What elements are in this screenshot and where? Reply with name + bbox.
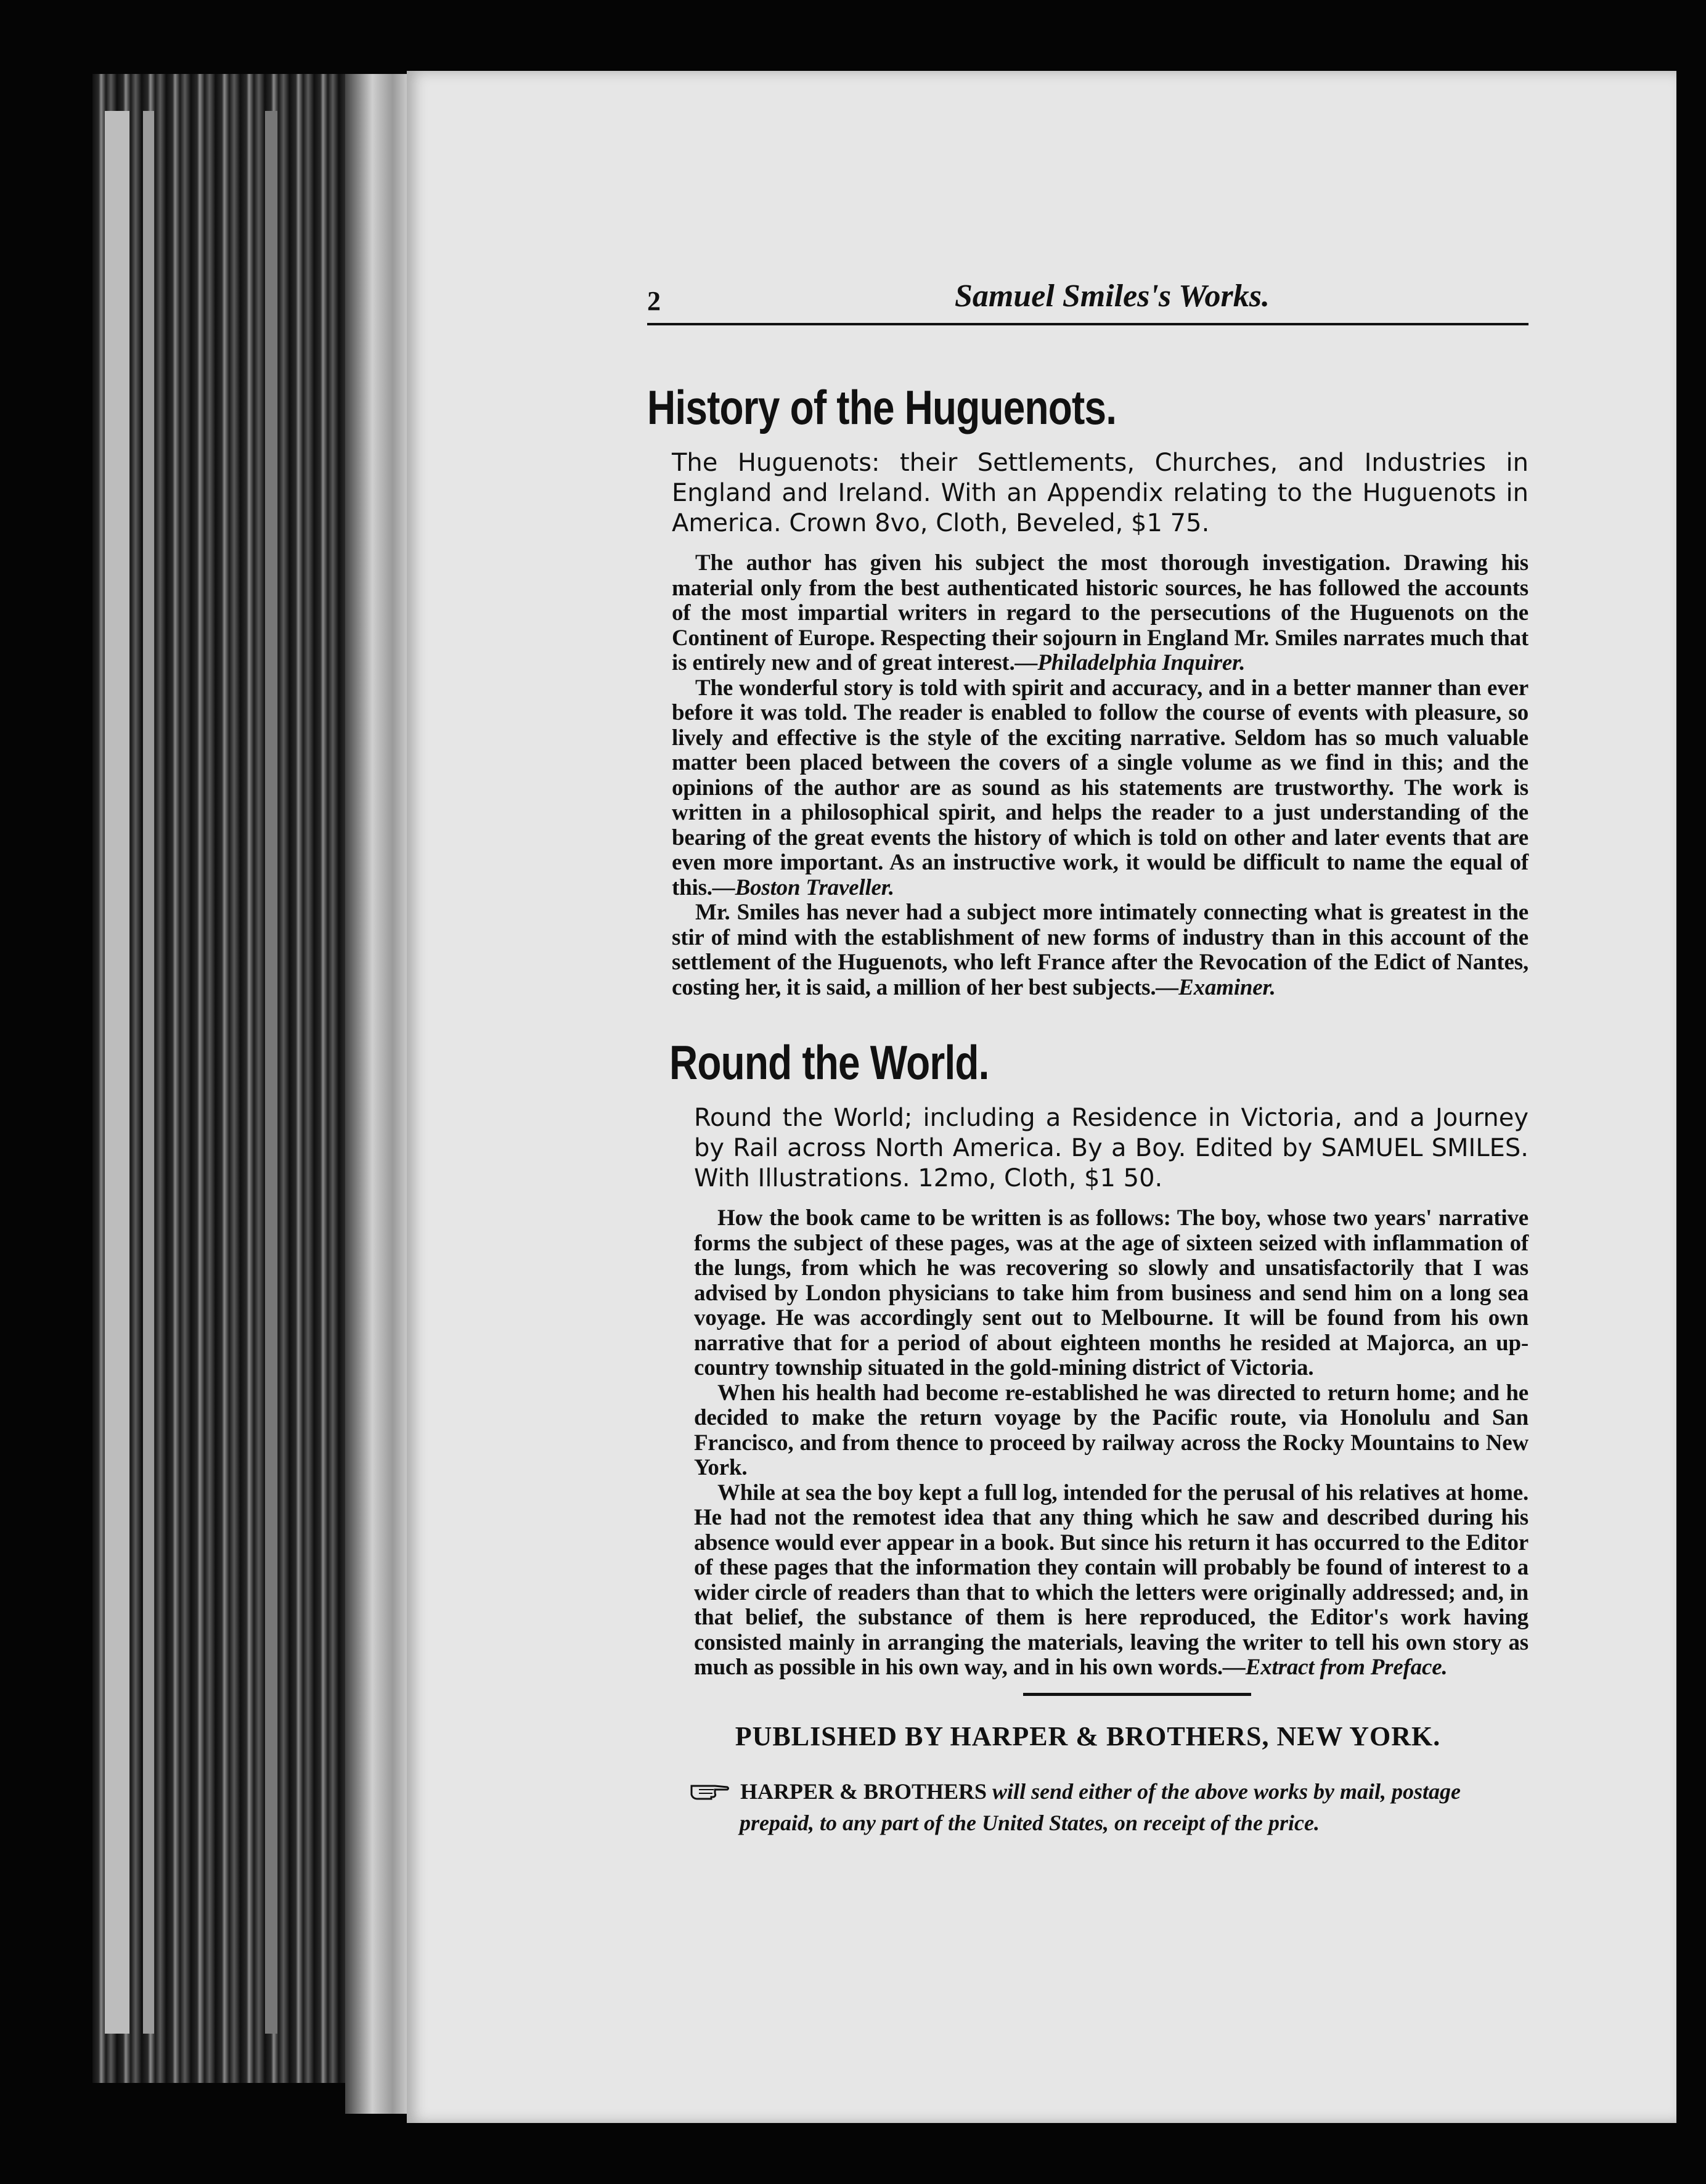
review-paragraph: The author has given his subject the most thorough investigation. Drawing his material only from the best authenticated historic sources, he has followed the accounts of the most impartial writers in regard to the persecutions of the Huguenots on the Continent of Europe. Respecting their sojourn in England Mr. Smiles narrates much that is entirely new and of great interest.—Philadelphia Inquirer.: [672, 550, 1528, 675]
review-block-huguenots: [672, 551, 1528, 1000]
extract-source: —Extract from Preface.: [1222, 1655, 1448, 1680]
notice-lead: HARPER & BROTHERS: [740, 1779, 987, 1804]
page-edge-strip: [105, 111, 129, 2034]
review-paragraph: The wonderful story is told with spirit and accuracy, and in a better manner than ever before it was told. The reader is enabled to follow the course of events with pleasure, so lively and effective is the style of the exciting narrative. Seldom has so much valuable matter been placed between the covers of a single volume as we find in this; and the opinions of the author are as sound as his statements are trustworthy. The work is written in a philosophical spirit, and helps the reader to a just understanding of the bearing of the great events the history of which is told on other and later events that are even more important. As an instructive work, it would be difficult to name the equal of this.—Boston Traveller.: [672, 675, 1528, 900]
text-block-round-the-world: [694, 1206, 1528, 1681]
mail-notice: [690, 1777, 1528, 1838]
review-source: —Boston Traveller.: [712, 874, 894, 900]
review-source: —Philadelphia Inquirer.: [1014, 650, 1246, 675]
page-curl-shadow: [345, 74, 413, 2114]
section-title-huguenots: History of the Huguenots.: [647, 380, 1117, 434]
section-description-round-the-world: Round the World; including a Residence in Victoria, and a Journey by Rail across North America. By a Boy. Edited by SAMUEL SMILES. With Illustrations. 12mo, Cloth, $1 50.: [694, 1104, 1528, 1192]
body-paragraph: How the book came to be written is as follows: The boy, whose two years' narrative forms the subject of these pages, was at the age of sixteen seized with inflammation of the lungs, from which he was recovering so slowly and unsatisfactorily that I was advised by London physicians to take him from business and send him on a long sea voyage. He was accordingly sent out to Melbourne. It will be found from his own narrative that for a period of about eighteen months he resided at Majorca, an up-country township situated in the gold-mining district of Victoria.: [694, 1205, 1528, 1380]
pointing-hand-icon: [690, 1779, 735, 1808]
review-source: —Examiner.: [1156, 974, 1276, 1000]
review-paragraph: Mr. Smiles has never had a subject more intimately connecting what is greatest in the stir of mind with the establishment of new forms of industry than in this account of the settlement of the Huguenots, who left France after the Revocation of the Edict of Nantes, costing her, it is said, a million of her best subjects.—Examiner.: [672, 900, 1528, 1000]
publisher-line: PUBLISHED BY HARPER & BROTHERS, NEW YORK.: [735, 1721, 1441, 1751]
page-edge-strip: [265, 111, 277, 2034]
section-description-huguenots: The Huguenots: their Settlements, Churches, and Industries in England and Ireland. With an Appendix relating to the Huguenots in America. Crown 8vo, Cloth, Beveled, $1 75.: [672, 449, 1528, 537]
page-content: [647, 271, 1528, 1838]
page-edge-strip: [143, 111, 154, 2034]
divider-rule: [1023, 1693, 1251, 1696]
running-head: [647, 271, 1528, 325]
notice-line-2: prepaid, to any part of the United States, on receipt of the price.: [740, 1811, 1320, 1836]
body-paragraph: While at sea the boy kept a full log, intended for the perusal of his relatives at home. He had not the remotest idea that any thing which he saw and described during his absence would ever appear in a book. But since his return it has occurred to the Editor of these pages that the information they contain will probably be found of interest to a wider circle of readers than that to which the letters were originally addressed; and, in that belief, the substance of them is here reproduced, the Editor's work having consisted mainly in arranging the materials, leaving the writer to tell his own story as much as possible in his own way, and in his own words.—Extract from Preface.: [694, 1480, 1528, 1680]
running-title: Samuel Smiles's Works.: [955, 279, 1270, 314]
body-paragraph: When his health had become re-established he was directed to return home; and he decided to make the return voyage by the Pacific route, via Honolulu and San Francisco, and from thence to proceed by railway across the Rocky Mountains to New York.: [694, 1380, 1528, 1480]
notice-text: will send either of the above works by mail, postage: [992, 1779, 1461, 1804]
page-number: 2: [647, 286, 661, 316]
section-title-round-the-world: Round the World.: [669, 1035, 989, 1090]
